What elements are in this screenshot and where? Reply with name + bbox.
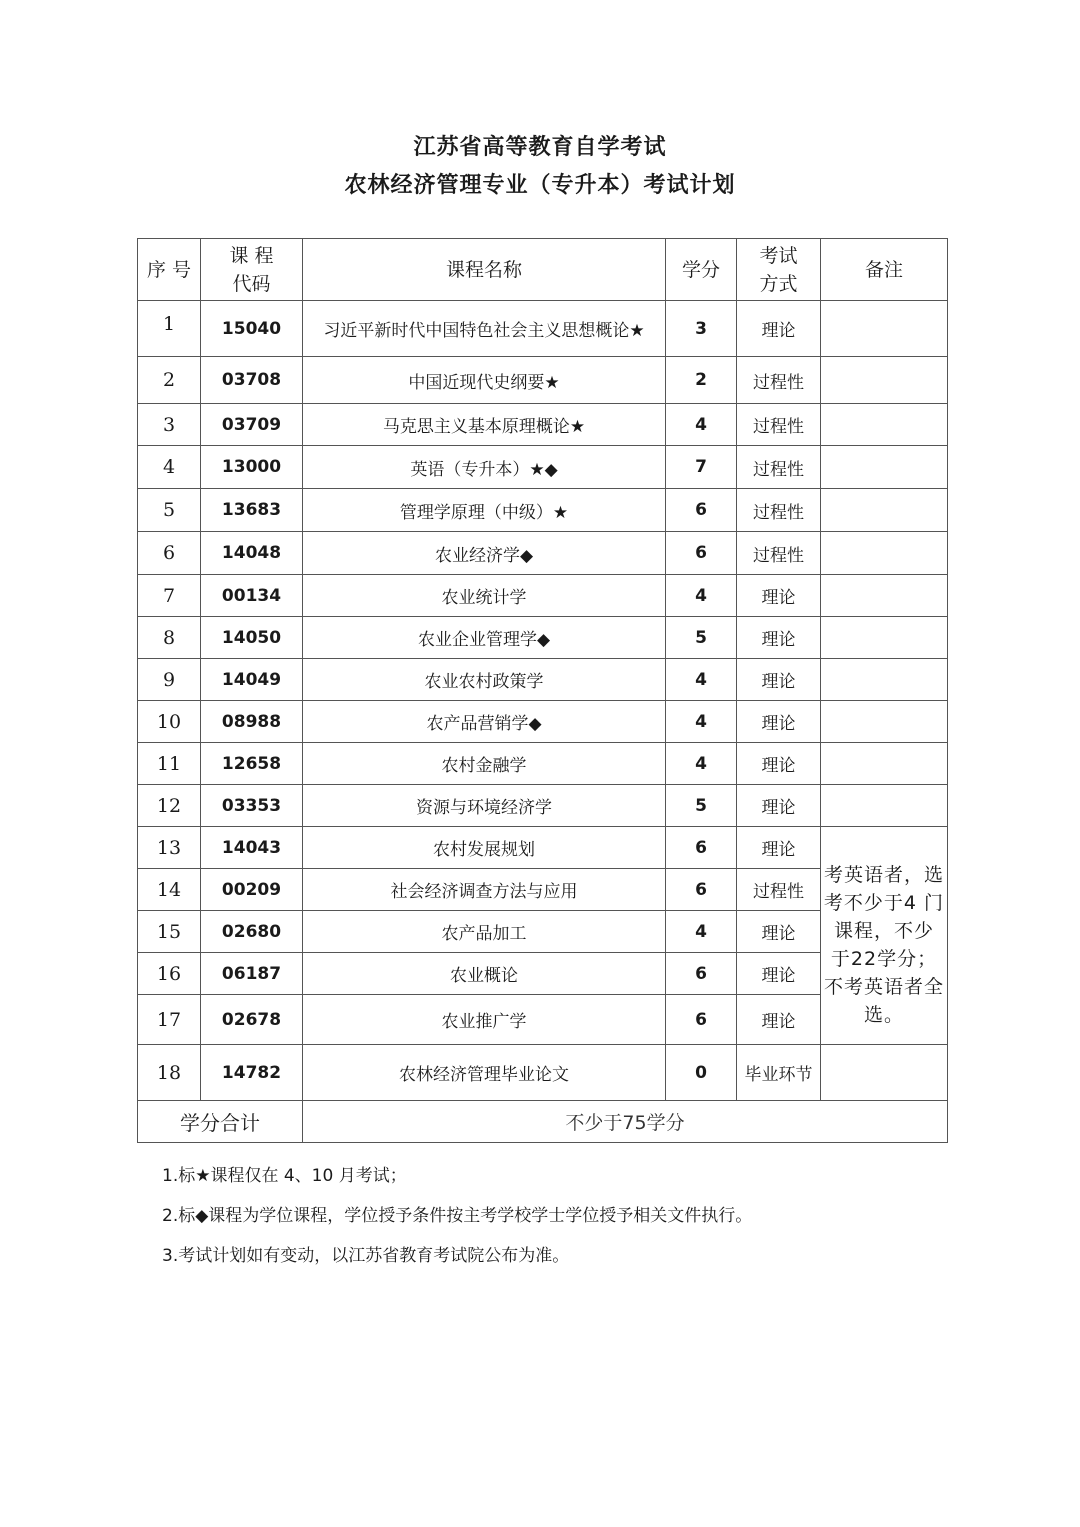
row-note <box>821 1045 948 1101</box>
row-code: 00209 <box>201 869 303 911</box>
elective-note-text: 考英语者，选考不少于4 门课程，不少 于22学分； 不考英语者全选。 <box>823 863 945 1026</box>
row-code: 14049 <box>201 659 303 701</box>
row-mode: 理论 <box>737 743 821 785</box>
row-mode: 过程性 <box>737 532 821 575</box>
elective-note <box>821 827 948 1045</box>
row-credit: 6 <box>666 532 737 575</box>
row-code: 15040 <box>201 301 303 357</box>
row-code: 00134 <box>201 575 303 617</box>
row-seq: 5 <box>138 489 201 532</box>
row-mode: 毕业环节 <box>737 1045 821 1101</box>
row-code: 06187 <box>201 953 303 995</box>
table-row <box>138 701 948 743</box>
row-credit: 2 <box>666 357 737 404</box>
table-row <box>138 404 948 446</box>
row-name: 中国近现代史纲要★ <box>303 357 666 404</box>
table-row <box>138 532 948 575</box>
total-row <box>138 1101 948 1143</box>
row-name: 农产品营销学◆ <box>303 701 666 743</box>
total-credits-label: 学分合计 <box>138 1101 303 1143</box>
row-seq: 10 <box>138 701 201 743</box>
row-seq: 7 <box>138 575 201 617</box>
table-row <box>138 827 948 869</box>
row-code: 13000 <box>201 446 303 489</box>
row-credit: 4 <box>666 404 737 446</box>
total-credits-value: 不少于75学分 <box>303 1101 948 1143</box>
row-mode: 理论 <box>737 785 821 827</box>
row-code: 14050 <box>201 617 303 659</box>
row-name: 社会经济调查方法与应用 <box>303 869 666 911</box>
table-row <box>138 301 948 357</box>
row-credit: 5 <box>666 617 737 659</box>
row-seq: 11 <box>138 743 201 785</box>
row-name: 管理学原理（中级）★ <box>303 489 666 532</box>
row-name: 习近平新时代中国特色社会主义思想概论★ <box>303 301 666 357</box>
footnotes <box>162 1156 752 1276</box>
row-credit: 4 <box>666 911 737 953</box>
footnote-star: 1.标★课程仅在 4、10 月考试； <box>162 1166 407 1186</box>
row-seq: 13 <box>138 827 201 869</box>
row-seq: 16 <box>138 953 201 995</box>
row-note <box>821 743 948 785</box>
row-name: 农业推广学 <box>303 995 666 1045</box>
row-credit: 3 <box>666 301 737 357</box>
row-note <box>821 446 948 489</box>
row-mode: 理论 <box>737 995 821 1045</box>
row-note <box>821 617 948 659</box>
header-name: 课程名称 <box>303 239 666 301</box>
row-credit: 7 <box>666 446 737 489</box>
row-seq: 8 <box>138 617 201 659</box>
row-code: 03709 <box>201 404 303 446</box>
row-credit: 5 <box>666 785 737 827</box>
header-code-line2: 代码 <box>232 272 271 295</box>
row-name: 资源与环境经济学 <box>303 785 666 827</box>
row-code: 14043 <box>201 827 303 869</box>
row-name: 农业概论 <box>303 953 666 995</box>
document-subtitle: 农林经济管理专业（专升本）考试计划 <box>344 173 736 198</box>
row-note <box>821 575 948 617</box>
table-row <box>138 617 948 659</box>
row-note <box>821 404 948 446</box>
row-seq: 3 <box>138 404 201 446</box>
table-row <box>138 1045 948 1101</box>
row-credit: 6 <box>666 869 737 911</box>
table-body <box>138 301 948 1143</box>
header-seq: 序 号 <box>138 239 201 301</box>
row-seq: 1 <box>138 301 201 357</box>
row-seq: 4 <box>138 446 201 489</box>
row-name: 农村金融学 <box>303 743 666 785</box>
row-code: 13683 <box>201 489 303 532</box>
row-note <box>821 659 948 701</box>
header-note: 备注 <box>821 239 948 301</box>
table-row <box>138 743 948 785</box>
row-name: 农林经济管理毕业论文 <box>303 1045 666 1101</box>
row-mode: 理论 <box>737 575 821 617</box>
row-code: 02680 <box>201 911 303 953</box>
row-seq: 14 <box>138 869 201 911</box>
footnote-diamond: 2.标◆课程为学位课程，学位授予条件按主考学校学士学位授予相关文件执行。 <box>162 1206 753 1226</box>
row-note <box>821 785 948 827</box>
document-title: 江苏省高等教育自学考试 <box>413 135 667 160</box>
row-mode: 过程性 <box>737 869 821 911</box>
row-seq: 15 <box>138 911 201 953</box>
row-note <box>821 357 948 404</box>
row-credit: 0 <box>666 1045 737 1101</box>
row-mode: 理论 <box>737 827 821 869</box>
row-name: 农业经济学◆ <box>303 532 666 575</box>
row-credit: 4 <box>666 743 737 785</box>
row-code: 03708 <box>201 357 303 404</box>
row-note <box>821 532 948 575</box>
header-code-line1: 课 程 <box>229 244 274 267</box>
header-mode-line2: 方式 <box>759 272 798 295</box>
row-seq: 18 <box>138 1045 201 1101</box>
table-row <box>138 659 948 701</box>
row-mode: 过程性 <box>737 446 821 489</box>
row-seq: 6 <box>138 532 201 575</box>
header-mode-line1: 考试 <box>759 244 798 267</box>
header-code <box>201 239 303 301</box>
row-seq: 2 <box>138 357 201 404</box>
table-row <box>138 357 948 404</box>
table-row <box>138 785 948 827</box>
row-mode: 过程性 <box>737 489 821 532</box>
row-name: 马克思主义基本原理概论★ <box>303 404 666 446</box>
row-mode: 理论 <box>737 911 821 953</box>
row-mode: 理论 <box>737 617 821 659</box>
header-credit: 学分 <box>666 239 737 301</box>
row-note <box>821 301 948 357</box>
row-credit: 6 <box>666 489 737 532</box>
row-credit: 6 <box>666 953 737 995</box>
row-name: 农业企业管理学◆ <box>303 617 666 659</box>
row-credit: 6 <box>666 827 737 869</box>
row-seq: 12 <box>138 785 201 827</box>
row-seq: 9 <box>138 659 201 701</box>
row-seq: 17 <box>138 995 201 1045</box>
row-credit: 4 <box>666 575 737 617</box>
table-row <box>138 575 948 617</box>
row-code: 02678 <box>201 995 303 1045</box>
exam-plan-table <box>137 238 948 1143</box>
row-credit: 6 <box>666 995 737 1045</box>
row-mode: 理论 <box>737 701 821 743</box>
row-mode: 过程性 <box>737 404 821 446</box>
row-code: 08988 <box>201 701 303 743</box>
row-name: 农业统计学 <box>303 575 666 617</box>
row-name: 农业农村政策学 <box>303 659 666 701</box>
header-row <box>138 239 948 301</box>
row-code: 14048 <box>201 532 303 575</box>
row-mode: 理论 <box>737 953 821 995</box>
header-mode <box>737 239 821 301</box>
row-mode: 理论 <box>737 659 821 701</box>
row-note <box>821 701 948 743</box>
row-credit: 4 <box>666 701 737 743</box>
row-mode: 过程性 <box>737 357 821 404</box>
row-code: 03353 <box>201 785 303 827</box>
footnote-changes: 3.考试计划如有变动，以江苏省教育考试院公布为准。 <box>162 1246 570 1266</box>
row-name: 英语（专升本）★◆ <box>303 446 666 489</box>
row-code: 14782 <box>201 1045 303 1101</box>
table-row <box>138 446 948 489</box>
row-name: 农产品加工 <box>303 911 666 953</box>
table-row <box>138 489 948 532</box>
row-note <box>821 489 948 532</box>
row-name: 农村发展规划 <box>303 827 666 869</box>
row-credit: 4 <box>666 659 737 701</box>
row-code: 12658 <box>201 743 303 785</box>
row-mode: 理论 <box>737 301 821 357</box>
